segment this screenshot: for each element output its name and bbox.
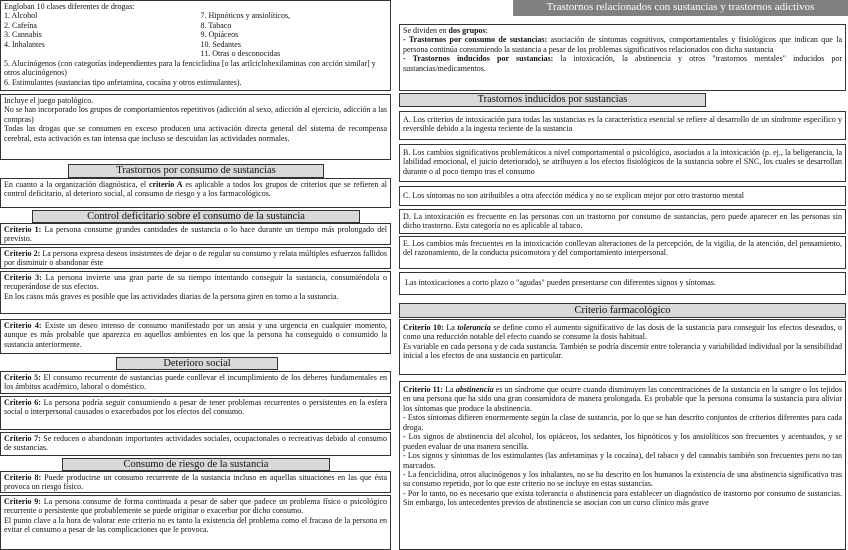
- criterion-text: La: [443, 323, 458, 332]
- criterion-text: La persona consume de forma continuada a pesar de saber que padece un problema físico o psicológico recurrente o persistente que probablemente se puede originar o exacerbar por dicho consumo.: [4, 497, 388, 516]
- consumption-disorders-intro: [0, 178, 391, 208]
- induced-a-box: [399, 111, 846, 140]
- criterion-extra: Es variable en cada persona y de cada sustancia. También se podría discernir entre tolerancia y variabilidad individual por la sensibilidad inicial a los efectos de una sustancia en particular.: [403, 341, 842, 361]
- criterion-text: La persona consume grandes cantidades de sustancia o lo hace durante un tiempo más prolongado del previsto.: [4, 225, 387, 244]
- drug-class-item: 6. Estimulantes (sustancias tipo anfetamina, cocaína y otros estimulantes).: [4, 77, 242, 87]
- drug-class-item: 5. Alucinógenos (con categorías independientes para la fenciclidina [o las arilciclohexilaminas con acción similar] y otros alucinógenos): [4, 58, 376, 78]
- criterion-5-box: [0, 371, 391, 394]
- group-text: la intoxicación, la abstinencia y otros "trastornos mentales" inducidos por sustancias/medicamentos.: [403, 54, 842, 73]
- criterion-list-item: - Los signos y síntomas de los estimulantes (las anfetaminas y la cocaína), del tabaco y del cannabis también son frecuentes pero no tan marcados.: [403, 451, 842, 470]
- criterion-8-box: [0, 471, 391, 493]
- criterion-11-box: [399, 381, 846, 550]
- induced-c-text: C. Los síntomas no son atribuibles a otra afección médica y no se explican mejor por otro trastorno mental: [403, 191, 745, 200]
- drug-class-item: 3. Cannabis: [4, 30, 42, 40]
- criterion-label: Criterio 2:: [4, 249, 41, 258]
- drug-class-item: 9. Opiáceos: [200, 30, 239, 40]
- criterion-list-item: - Estos síntomas difieren enormemente según la clase de sustancia, por lo que se han descrito conjuntos de criterios diferentes para cada droga.: [403, 413, 842, 432]
- drug-class-item: 8. Tabaco: [200, 20, 232, 30]
- criterion-extra: En los casos más graves es posible que las actividades diarias de la persona giren en torno a la sustancia.: [4, 291, 339, 301]
- criterion-text: La persona podría seguir consumiendo a pesar de tener problemas recurrentes o persistentes en la esfera social o interpersonal causados o exacerbados por los efectos del consumo.: [4, 398, 388, 417]
- criterion-label: Criterio 5:: [4, 373, 41, 382]
- induced-f-text: Las intoxicaciones a corto plazo o "agudas" pueden presentarse con diferentes signos y síntomas.: [405, 278, 716, 287]
- criterion-text: se define como el aumento significativo de las dosis de la sustancia para conseguir los efectos deseados, o como una reducción notable del efecto cuando se consume la dosis habitual.: [403, 323, 843, 342]
- group-label: - Trastornos inducidos por sustancias:: [403, 54, 554, 64]
- induced-d-box: [399, 209, 846, 234]
- criterion-label: Criterio 7:: [4, 434, 41, 443]
- criterion-7-box: [0, 432, 391, 456]
- intro-text: En cuanto a la organización diagnóstica, el: [4, 180, 149, 189]
- criterion-text: La persona expresa deseos insistentes de dejar o de regular su consumo y relata múltiples esfuerzos fallidos por disminuir o abandonar éste: [4, 249, 388, 268]
- criterion-text: es un síndrome que ocurre cuando disminuyen las concentraciones de la sustancia en la sangre o los tejidos en una persona que ha sido una gran consumidora de manera prolongada. Es probable que la persona consuma la sustancia para aliviar los síntomas que produce la abstinencia.: [403, 385, 842, 413]
- induced-b-box: [399, 144, 846, 182]
- drug-classes-list: [4, 11, 387, 58]
- criterion-list-item: - La fenciclidina, otros alucinógenos y los inhalantes, no se ha descrito en los humanos la existencia de una abstinencia significativa tras su consumo repetido, por lo que este criterio no se incluye en estas sustancias.: [403, 469, 842, 489]
- criterion-text: Se reducen o abandonan importantes actividades sociales, ocupacionales o recreativas debido al consumo de sustancias.: [4, 434, 388, 453]
- criterion-label: Criterio 6:: [4, 398, 41, 407]
- induced-a-text: A. Los criterios de intoxicación para todas las sustancias es la característica esencial se refiere al desarrollo de un síndrome específico y reversible debido a la ingesta reciente de la sustancia: [403, 115, 842, 134]
- criterion-text: Existe un deseo intenso de consumo manifestado por un ansia y una urgencia en cualquier momento, aunque es más probable que aparezca en aquellos ambientes en los que la persona ha conseguido o consumido la sustancia anteriormente.: [4, 321, 388, 349]
- drug-class-item: 2. Cafeína: [4, 20, 37, 30]
- criterion-label: Criterio 3:: [4, 273, 42, 282]
- gambling-line: Incluye el juego patológico.: [4, 96, 94, 105]
- criterion-9-box: [0, 495, 391, 550]
- gambling-box: [0, 94, 391, 160]
- drug-class-item: 4. Inhalantes: [4, 39, 45, 49]
- drug-class-item: 10. Sedantes: [200, 39, 241, 49]
- drug-classes-intro: Engloban 10 clases diferentes de drogas:: [4, 2, 135, 11]
- induced-e-text: E. Los cambios más frecuentes en la intoxicación conllevan alteraciones de la percepción, de la vigilia, de la atención, del pensamiento, del razonamiento, de la conducta psicomotora y del comportamiento interpersonal.: [403, 239, 842, 258]
- groups-intro-bold: dos grupos: [448, 26, 486, 35]
- induced-d-text: D. La intoxicación es frecuente en las personas con un trastorno por consumo de sustancias, pero puede aparecer en las personas sin dicho trastorno. Esta categoría no es aplicable al tabaco.: [403, 212, 842, 231]
- consumption-disorders-header: Trastornos por consumo de sustancias: [68, 164, 324, 178]
- criterion-term: tolerancia: [457, 323, 491, 332]
- drug-class-item: 1. Alcohol: [4, 11, 38, 21]
- control-header: Control deficitario sobre el consumo de la sustancia: [32, 210, 360, 223]
- criterion-text: La: [442, 385, 456, 394]
- criterion-2-box: [0, 247, 391, 269]
- drug-class-item: 11. Otras o desconocidas: [200, 49, 281, 59]
- criterion-label: Criterio 11:: [403, 385, 443, 394]
- gambling-line: Todas las drogas que se consumen en exceso producen una activación directa general del sistema de recompensa cerebral, esta activación es tan intensa que incluso se descuidan las actividades normales.: [4, 124, 387, 143]
- criterion-text: Puede producirse un consumo recurrente de la sustancia incluso en aquellas situaciones en las que ésta provoca un riesgo físico.: [4, 473, 387, 492]
- criterion-list-item: - Los signos de abstinencia del alcohol, los opiáceos, los sedantes, los hipnóticos y los ansiolíticos son frecuentes y acentuados, y se pueden evaluar de una manera sencilla.: [403, 432, 842, 451]
- induced-e-box: [399, 236, 846, 269]
- criterion-list-item: - Por lo tanto, no es necesario que exista tolerancia o abstinencia para establecer un diagnóstico de trastorno por consumo de sustancias. Sin embargo, los antecedentes previos de abstinencia se asocian con un curso clínico más grave: [403, 488, 842, 508]
- drug-classes-right: [201, 11, 388, 58]
- drug-classes-left: [4, 11, 191, 58]
- risk-header: Consumo de riesgo de la sustancia: [62, 458, 330, 471]
- criterion-text: El consumo recurrente de sustancias puede conllevar el incumplimiento de los deberes fundamentales en los ámbitos académico, laboral o doméstico.: [4, 373, 387, 392]
- criterion-label: Criterio 9:: [4, 497, 41, 506]
- criterion-3-box: [0, 271, 391, 314]
- induced-f-box: [399, 272, 846, 295]
- drug-class-item: 7. Hipnóticos y ansiolíticos,: [200, 11, 291, 21]
- criterion-extra: El punto clave a la hora de valorar este criterio no es tanto la existencia del problema como el fracaso de la persona en evitar el consumo a pesar de las complicaciones que le provoca.: [4, 515, 387, 535]
- groups-box: [399, 24, 846, 91]
- criterion-4-box: [0, 319, 391, 354]
- criterion-a-label: criterio A: [148, 180, 183, 189]
- criterion-term: abstinencia: [455, 385, 494, 394]
- criterion-label: Criterio 4:: [4, 321, 42, 330]
- criterion-6-box: [0, 396, 391, 430]
- criterion-label: Criterio 1:: [4, 225, 42, 234]
- criterion-label: Criterio 10:: [403, 323, 444, 332]
- pharmacological-header: Criterio farmacológico: [399, 303, 846, 318]
- induced-c-box: [399, 186, 846, 206]
- induced-header: Trastornos inducidos por sustancias: [399, 93, 706, 107]
- groups-intro: Se dividen en: [403, 26, 449, 35]
- page-title: Trastornos relacionados con sustancias y trastornos adictivos: [513, 0, 848, 16]
- criterion-10-box: [399, 319, 846, 375]
- intro-text: es aplicable a todos los grupos de criterios que se refieren al control deficitario, al deterioro social, al consumo de riesgo y a los farmacológicos.: [4, 180, 387, 199]
- group-label: - Trastornos por consumo de sustancias:: [403, 35, 548, 45]
- induced-b-text: B. Los cambios significativos problemáticos a nivel comportamental o psicológico, asociados a la intoxicación (p. ej., la beligerancia, la labilidad emocional, el juicio deteriorado), se atribuyen a los efectos fisiológicos de la sustancia sobre el SNC, los cuales se desarrollan durante o al poco tiempo tras el consumo: [403, 148, 842, 176]
- groups-intro: :: [485, 26, 488, 35]
- gambling-line: No se han incorporado los grupos de comportamientos repetitivos (adicción al sexo, adicción al ejercicio, adicción a las compras): [4, 105, 387, 124]
- drug-classes-box: [0, 0, 391, 91]
- criterion-label: Criterio 8:: [4, 473, 42, 482]
- criterion-text: La persona invierte una gran parte de su tiempo intentando conseguir la sustancia, consumiéndola o recuperándose de sus efectos.: [4, 273, 387, 292]
- group-text: asociación de síntomas cognitivos, comportamentales y fisiológicos que indican que la persona continúa consumiendo la sustancia a pesar de los problemas significativos relacionados con dicha sustancia: [403, 35, 842, 54]
- social-header: Deterioro social: [116, 357, 278, 370]
- criterion-1-box: [0, 223, 391, 245]
